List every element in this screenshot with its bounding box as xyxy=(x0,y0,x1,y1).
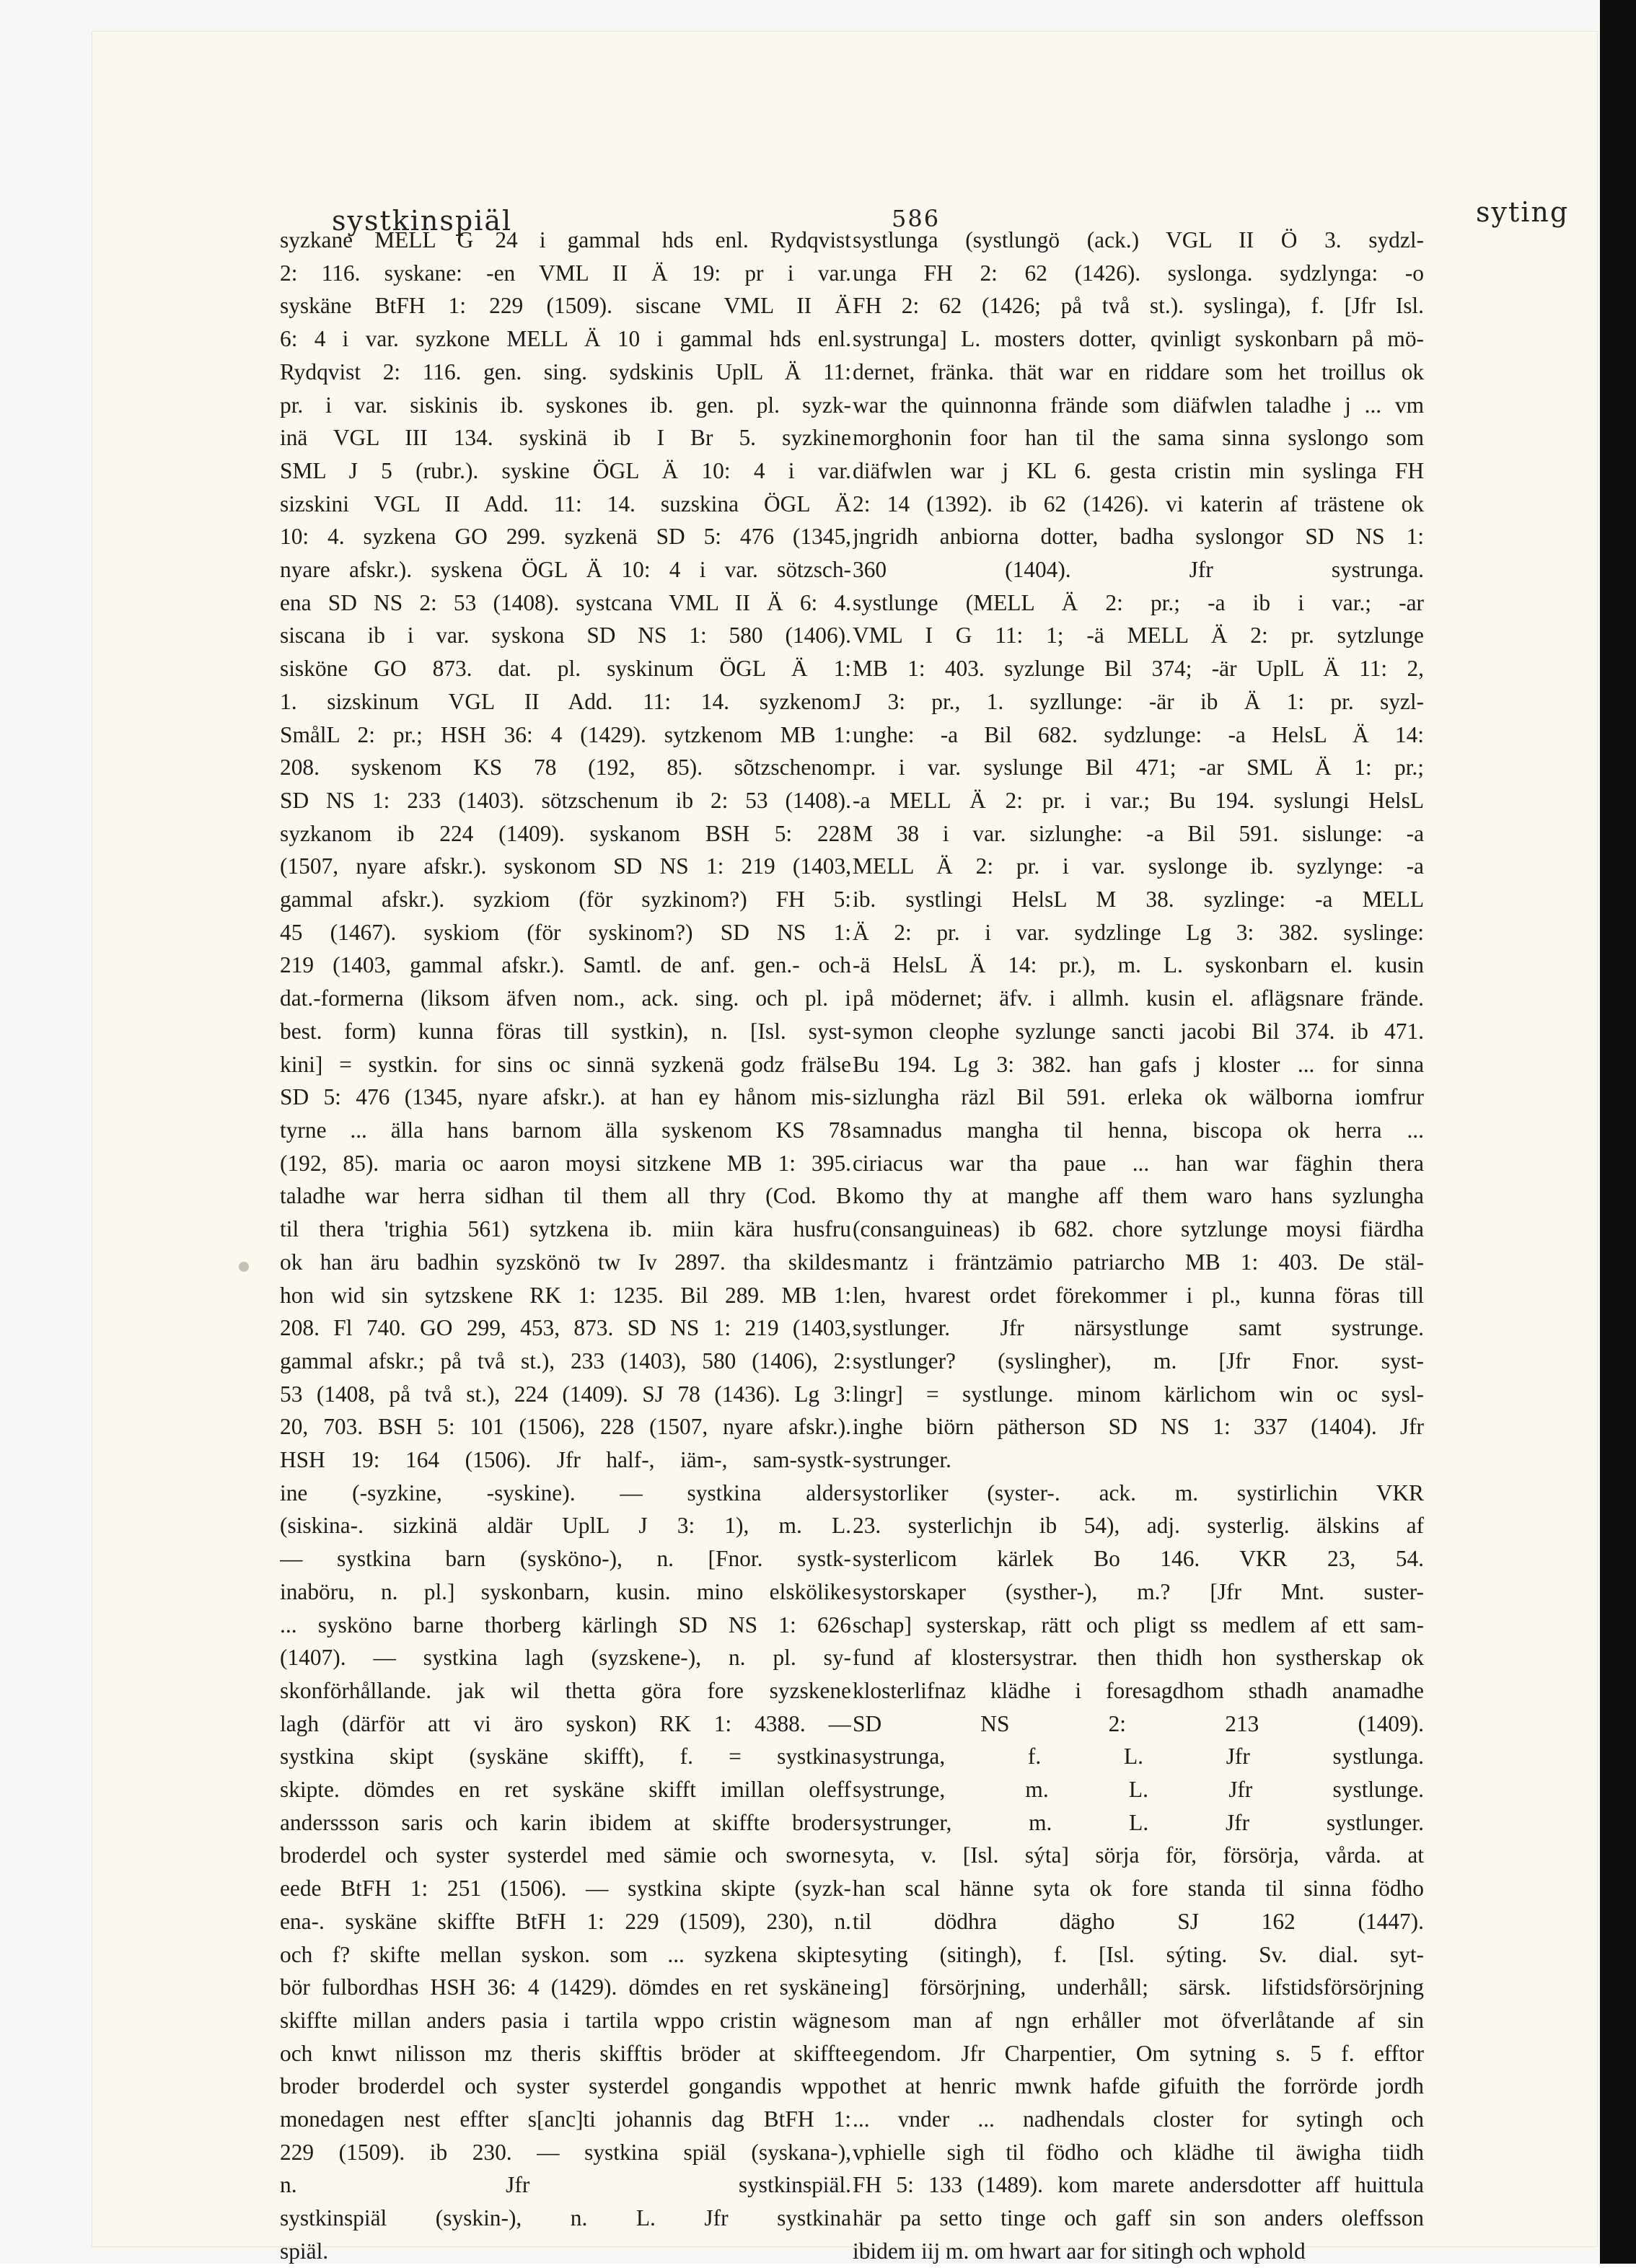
text-line: nyare afskr.). syskena ÖGL Ä 10: 4 i var. sötzsch- xyxy=(280,557,851,583)
text-line: best. form) kunna föras till systkin), n. [Isl. syst- xyxy=(280,1018,851,1044)
text-line: FH 5: 133 (1489). kom marete andersdotter aff huittula xyxy=(853,2172,1424,2198)
text-line: VML I G 11: 1; -ä MELL Ä 2: pr. sytzlunge xyxy=(853,623,1424,649)
text-line: len, hvarest ordet förekommer i pl., kunna föras till xyxy=(853,1282,1424,1308)
text-line: skonförhållande. jak wil thetta göra fore syzskene xyxy=(280,1677,851,1703)
text-line: taladhe war herra sidhan til them all thry (Cod. B xyxy=(280,1183,851,1209)
text-line: ibidem iij m. om hwart aar for sitingh och wphold xyxy=(853,2238,1306,2264)
text-line: bör fulbordhas HSH 36: 4 (1429). dömdes en ret syskäne xyxy=(280,1974,851,2000)
text-line: komo thy at manghe aff them waro hans syzlungha xyxy=(853,1183,1424,1209)
text-line: unga FH 2: 62 (1426). syslonga. sydzlynga: -o xyxy=(853,260,1424,286)
text-line: (192, 85). maria oc aaron moysi sitzkene MB 1: 395. xyxy=(280,1150,851,1176)
text-line: thet at henric mwnk hafde gifuith the forrörde jordh xyxy=(853,2073,1424,2099)
text-line: hon wid sin sytzskene RK 1: 1235. Bil 289. MB 1: xyxy=(280,1282,851,1308)
text-line: syta, v. [Isl. sýta] sörja för, försörja, vårda. at xyxy=(853,1842,1424,1868)
text-line: war the quinnonna frände som diäfwlen taladhe j ... vm xyxy=(853,392,1424,418)
text-line: lingr] = systlunge. minom kärlichom win oc sysl- xyxy=(853,1381,1424,1407)
text-line: syzkanom ib 224 (1409). syskanom BSH 5: 228 xyxy=(280,820,851,846)
text-line: SD NS 2: 213 (1409). xyxy=(853,1710,1424,1736)
text-line: och knwt nilisson mz theris skifftis bröder at skiffte xyxy=(280,2040,851,2066)
text-line: J 3: pr., 1. syzllunge: -är ib Ä 1: pr. syzl- xyxy=(853,688,1424,714)
text-line: eede BtFH 1: 251 (1506). — systkina skipte (syzk- xyxy=(280,1876,851,1902)
text-line: 219 (1403, gammal afskr.). Samtl. de anf. gen.- och xyxy=(280,952,851,978)
text-line: 2: 116. syskane: -en VML II Ä 19: pr i var. xyxy=(280,260,851,286)
text-line: M 38 i var. sizlunghe: -a Bil 591. sislunge: -a xyxy=(853,820,1424,846)
text-line: ena SD NS 2: 53 (1408). systcana VML II Ä 6: 4. xyxy=(280,589,851,615)
text-line: n. Jfr systkinspiäl. xyxy=(280,2172,851,2198)
text-line: MB 1: 403. syzlunge Bil 374; -är UplL Ä 11: 2, xyxy=(853,656,1424,682)
text-line: 229 (1509). ib 230. — systkina spiäl (syskana-), xyxy=(280,2139,851,2165)
text-line: lagh (därför att vi äro syskon) RK 1: 4388. — xyxy=(280,1710,851,1736)
text-line: systkinspiäl (syskin-), n. L. Jfr systkina xyxy=(280,2205,851,2231)
text-line: på mödernet; äfv. i allmh. kusin el. aflägsnare frände. xyxy=(853,985,1424,1011)
text-line: 208. syskenom KS 78 (192, 85). sõtzschenom xyxy=(280,755,851,781)
header-right-catchword: syting xyxy=(1476,196,1570,228)
text-line: ... vnder ... nadhendals closter for sytingh och xyxy=(853,2106,1424,2132)
text-line: Ä 2: pr. i var. sydzlinge Lg 3: 382. syslinge: xyxy=(853,919,1424,945)
text-line: ine (-syzkine, -syskine). — systkina alder xyxy=(280,1480,851,1506)
text-line: syting (sitingh), f. [Isl. sýting. Sv. dial. syt- xyxy=(853,1941,1424,1967)
text-line: — systkina barn (sysköno-), n. [Fnor. systk- xyxy=(280,1546,851,1572)
text-line: SML J 5 (rubr.). syskine ÖGL Ä 10: 4 i var. xyxy=(280,457,851,483)
text-line: 23. systerlichjn ib 54), adj. systerlig. älskins af xyxy=(853,1513,1424,1539)
text-line: ib. systlingi HelsL M 38. syzlinge: -a MELL xyxy=(853,887,1424,913)
text-line: morghonin foor han til the sama sinna syslongo som xyxy=(853,425,1424,451)
text-line: systrunger. xyxy=(853,1447,951,1473)
text-line: 208. Fl 740. GO 299, 453, 873. SD NS 1: 219 (1403, xyxy=(280,1315,851,1341)
text-line: spiäl. xyxy=(280,2238,329,2264)
text-line: dernet, fränka. thät war en riddare som het troillus ok xyxy=(853,359,1424,384)
text-line: syzkane MELL G 24 i gammal hds enl. Rydqvist xyxy=(280,227,851,252)
text-line: monedagen nest effter s[anc]ti johannis dag BtFH 1: xyxy=(280,2106,851,2132)
text-line: skipte. dömdes en ret syskäne skifft imillan oleff xyxy=(280,1777,851,1803)
text-line: skiffte millan anders pasia i tartila wppo cristin wägne xyxy=(280,2007,851,2033)
text-line: han scal hänne syta ok fore standa til sinna födho xyxy=(853,1876,1424,1902)
text-line: broder broderdel och syster systerdel gongandis wppo xyxy=(280,2073,851,2099)
header-left-catchword: systkinspiäl xyxy=(332,205,513,237)
text-line: systlunga (systlungö (ack.) VGL II Ö 3. sydzl- xyxy=(853,227,1424,252)
text-line: sisköne GO 873. dat. pl. syskinum ÖGL Ä 1: xyxy=(280,656,851,682)
text-line: som man af ngn erhåller mot öfverlåtande af sin xyxy=(853,2007,1424,2033)
text-line: systlunger? (syslingher), m. [Jfr Fnor. syst- xyxy=(853,1348,1424,1373)
text-line: 53 (1408, på två st.), 224 (1409). SJ 78 (1436). Lg 3: xyxy=(280,1381,851,1407)
text-line: SD NS 1: 233 (1403). sötzschenum ib 2: 53 (1408). xyxy=(280,787,851,813)
text-line: broderdel och syster systerdel med sämie och sworne xyxy=(280,1842,851,1868)
text-line: systrunga, f. L. Jfr systlunga. xyxy=(853,1744,1424,1770)
text-line: klosterlifnaz klädhe i foresagdhom sthadh anamadhe xyxy=(853,1677,1424,1703)
text-line: 20, 703. BSH 5: 101 (1506), 228 (1507, nyare afskr.). xyxy=(280,1414,851,1440)
text-line: systerlicom kärlek Bo 146. VKR 23, 54. xyxy=(853,1546,1424,1572)
text-line: systrunger, m. L. Jfr systlunger. xyxy=(853,1809,1424,1835)
text-line: HSH 19: 164 (1506). Jfr half-, iäm-, sam-systk- xyxy=(280,1447,851,1473)
punch-hole-mark xyxy=(239,1262,249,1272)
text-line: systorliker (syster-. ack. m. systirlichin VKR xyxy=(853,1480,1424,1506)
text-line: systlunge (MELL Ä 2: pr.; -a ib i var.; -ar xyxy=(853,589,1424,615)
text-line: 360 (1404). Jfr systrunga. xyxy=(853,557,1424,583)
text-line: siscana ib i var. syskona SD NS 1: 580 (1406). xyxy=(280,623,851,649)
text-line: egendom. Jfr Charpentier, Om sytning s. 5 f. efftor xyxy=(853,2040,1424,2066)
text-line: samnadus mangha til henna, biscopa ok herra ... xyxy=(853,1117,1424,1143)
text-line: (siskina-. sizkinä aldär UplL J 3: 1), m. L. xyxy=(280,1513,851,1539)
text-line: systrunge, m. L. Jfr systlunge. xyxy=(853,1777,1424,1803)
text-line: schap] systerskap, rätt och pligt ss medlem af ett sam- xyxy=(853,1612,1424,1638)
text-line: jngridh anbiorna dotter, badha syslongor SD NS 1: xyxy=(853,524,1424,550)
text-line: vphielle sigh til födho och klädhe til äwigha tiidh xyxy=(853,2139,1424,2165)
text-line: -ä HelsL Ä 14: pr.), m. L. syskonbarn el. kusin xyxy=(853,952,1424,978)
text-line: Bu 194. Lg 3: 382. han gafs j kloster ... for sinna xyxy=(853,1051,1424,1077)
text-line: SD 5: 476 (1345, nyare afskr.). at han ey hånom mis- xyxy=(280,1084,851,1110)
text-line: MELL Ä 2: pr. i var. syslonge ib. syzlynge: -a xyxy=(853,853,1424,879)
text-line: Rydqvist 2: 116. gen. sing. sydskinis UplL Ä 11: xyxy=(280,359,851,384)
text-line: kini] = systkin. for sins oc sinnä syzkenä godz frälse xyxy=(280,1051,851,1077)
text-line: 2: 14 (1392). ib 62 (1426). vi katerin af trästene ok xyxy=(853,491,1424,517)
page-number: 586 xyxy=(892,205,941,232)
text-line: diäfwlen war j KL 6. gesta cristin min syslinga FH xyxy=(853,457,1424,483)
text-line: til thera 'trighia 561) sytzkena ib. miin kära husfru xyxy=(280,1216,851,1242)
text-line: dat.-formerna (liksom äfven nom., ack. sing. och pl. i xyxy=(280,985,851,1011)
text-line: (1507, nyare afskr.). syskonom SD NS 1: 219 (1403, xyxy=(280,853,851,879)
text-line: tyrne ... älla hans barnom älla syskenom KS 78 xyxy=(280,1117,851,1143)
text-line: symon cleophe syzlunge sancti jacobi Bil 374. ib 471. xyxy=(853,1018,1424,1044)
text-line: (consanguineas) ib 682. chore sytzlunge moysi fiärdha xyxy=(853,1216,1424,1242)
text-line: unghe: -a Bil 682. sydzlunge: -a HelsL Ä 14: xyxy=(853,721,1424,747)
text-line: 10: 4. syzkena GO 299. syzkenä SD 5: 476 (1345, xyxy=(280,524,851,550)
right-column xyxy=(853,224,1424,2268)
text-line: anderssson saris och karin ibidem at skiffte broder xyxy=(280,1809,851,1835)
text-line: pr. i var. syslunge Bil 471; -ar SML Ä 1: pr.; xyxy=(853,755,1424,781)
text-line: och f? skifte mellan syskon. som ... syzkena skipte xyxy=(280,1941,851,1967)
text-line: sizskini VGL II Add. 11: 14. suzskina ÖGL Ä xyxy=(280,491,851,517)
text-line: pr. i var. siskinis ib. syskones ib. gen. pl. syzk- xyxy=(280,392,851,418)
text-line: inghe biörn pätherson SD NS 1: 337 (1404). Jfr xyxy=(853,1414,1424,1440)
text-line: systorskaper (systher-), m.? [Jfr Mnt. suster- xyxy=(853,1578,1424,1604)
text-line: systlunger. Jfr närsystlunge samt systrunge. xyxy=(853,1315,1424,1341)
text-line: FH 2: 62 (1426; på två st.). syslinga), f. [Jfr Isl. xyxy=(853,293,1424,319)
text-line: fund af klostersystrar. then thidh hon systherskap ok xyxy=(853,1645,1424,1671)
text-line: ciriacus war tha paue ... han war fäghin thera xyxy=(853,1150,1424,1176)
text-line: -a MELL Ä 2: pr. i var.; Bu 194. syslungi HelsL xyxy=(853,787,1424,813)
text-line: gammal afskr.). syzkiom (för syzkinom?) FH 5: xyxy=(280,887,851,913)
text-line: til dödhra dägho SJ 162 (1447). xyxy=(853,1908,1424,1934)
text-line: (1407). — systkina lagh (syzskene-), n. pl. sy- xyxy=(280,1645,851,1671)
left-column xyxy=(280,224,851,2268)
text-line: systkina skipt (syskäne skifft), f. = systkina xyxy=(280,1744,851,1770)
text-line: inaböru, n. pl.] syskonbarn, kusin. mino elskölike xyxy=(280,1578,851,1604)
text-line: ... sysköno barne thorberg kärlingh SD NS 1: 626 xyxy=(280,1612,851,1638)
text-line: systrunga] L. mosters dotter, qvinligt syskonbarn på mö- xyxy=(853,326,1424,352)
scanner-edge xyxy=(1600,0,1636,2264)
text-line: SmålL 2: pr.; HSH 36: 4 (1429). sytzkenom MB 1: xyxy=(280,721,851,747)
text-line: syskäne BtFH 1: 229 (1509). siscane VML II Ä xyxy=(280,293,851,319)
text-line: 6: 4 i var. syzkone MELL Ä 10 i gammal hds enl. xyxy=(280,326,851,352)
text-line: 45 (1467). syskiom (för syskinom?) SD NS 1: xyxy=(280,919,851,945)
text-line: mantz i fräntzämio patriarcho MB 1: 403. De stäl- xyxy=(853,1249,1424,1275)
text-line: gammal afskr.; på två st.), 233 (1403), 580 (1406), 2: xyxy=(280,1348,851,1373)
text-line: inä VGL III 134. syskinä ib I Br 5. syzkine xyxy=(280,425,851,451)
text-line: sizlungha räzl Bil 591. erleka ok wälborna iomfrur xyxy=(853,1084,1424,1110)
text-line: 1. sizskinum VGL II Add. 11: 14. syzkenom xyxy=(280,688,851,714)
text-line: här pa setto tinge och gaff sin son anders oleffsson xyxy=(853,2205,1424,2231)
text-line: ok han äru badhin syzskönö tw Iv 2897. tha skildes xyxy=(280,1249,851,1275)
text-line: ing] försörjning, underhåll; särsk. lifstidsförsörjning xyxy=(853,1974,1424,2000)
text-line: ena-. syskäne skiffte BtFH 1: 229 (1509), 230), n. xyxy=(280,1908,851,1934)
